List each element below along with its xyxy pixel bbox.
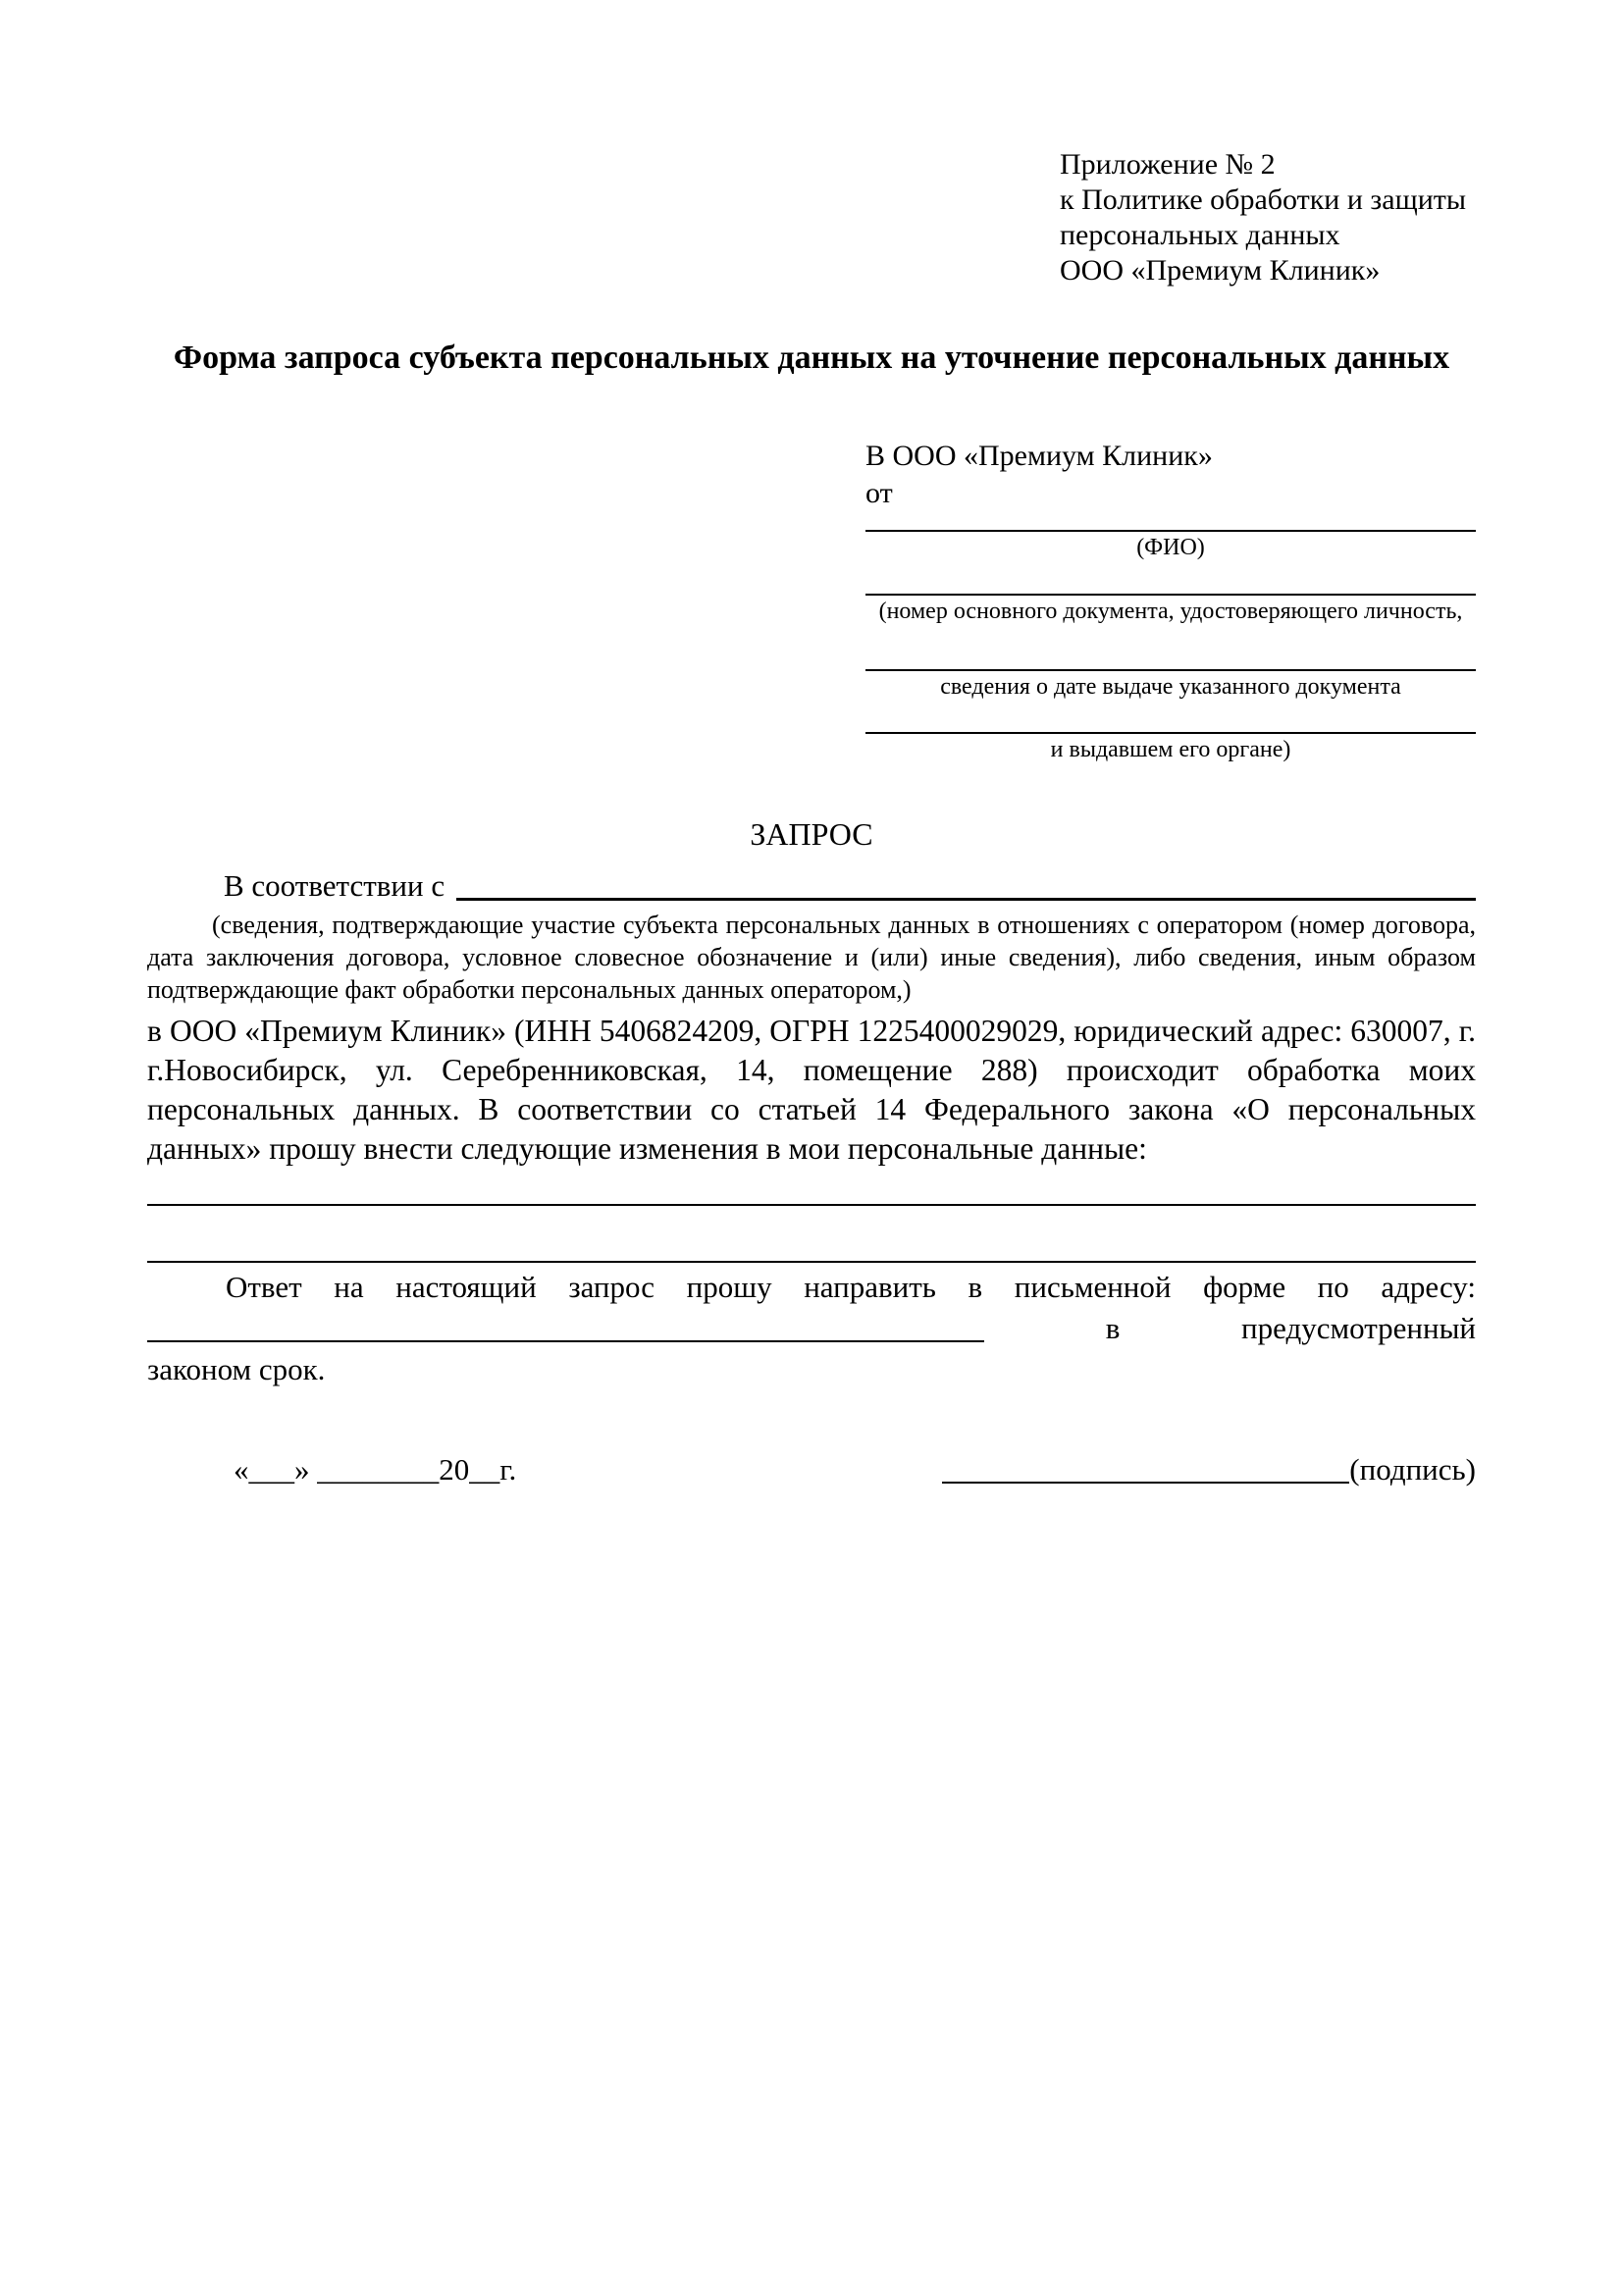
- signature-row: [147, 1449, 1476, 1490]
- reply-word-1: в: [1105, 1311, 1121, 1345]
- issuing-authority-blank-line: [865, 701, 1476, 734]
- reply-line-2: [147, 1308, 1476, 1349]
- appendix-header: [1060, 147, 1476, 288]
- document-number-caption: (номер основного документа, удостоверяющего личность,: [878, 599, 1463, 624]
- intro-row: [147, 865, 1476, 907]
- request-body: в ООО «Премиум Клиник» (ИНН 5406824209, ОГРН 1225400029029, юридический адрес: 630007, г. г.Новосибирск, ул. Серебренниковская, 14, помещение 288) происходит обработка моих персональных данных. В соответствии со статьей 14 Федерального закона «О персональных данных» прошу внести следующие изменения в мои персональные данные:: [147, 1014, 1476, 1166]
- reply-line-3: законом срок.: [147, 1352, 326, 1386]
- fio-caption: (ФИО): [1136, 535, 1205, 560]
- document-title: Форма запроса субъекта персональных данных на уточнение персональных данных: [173, 339, 1450, 376]
- document-number-blank-line: [865, 561, 1476, 596]
- appendix-line-1: Приложение № 2: [1060, 148, 1276, 181]
- signature-caption: (подпись): [1349, 1452, 1476, 1487]
- appendix-line-3: персональных данных: [1060, 219, 1340, 251]
- issue-date-caption: сведения о дате выдаче указанного документа: [940, 674, 1401, 700]
- appendix-line-2: к Политике обработки и защиты: [1060, 183, 1467, 216]
- issue-date-blank-line: [865, 625, 1476, 671]
- changes-blank-line-1: [147, 1169, 1476, 1206]
- intro-blank-line: [456, 865, 1476, 901]
- reply-line-1: Ответ на настоящий запрос прошу направить в письменной форме по адресу:: [226, 1270, 1476, 1304]
- issuing-authority-caption: и выдавшем его органе): [1050, 737, 1291, 762]
- intro-prefix: В соответствии с: [224, 868, 445, 903]
- addressee-block: [865, 438, 1476, 763]
- appendix-line-4: ООО «Премиум Клиник»: [1060, 254, 1381, 287]
- reply-word-2: предусмотренный: [1241, 1311, 1476, 1345]
- date-blank-field: «___» ________20__г.: [234, 1452, 517, 1487]
- changes-blank-line-2: [147, 1206, 1476, 1263]
- request-heading: ЗАПРОС: [750, 816, 873, 852]
- fio-blank-line: [865, 512, 1476, 532]
- address-blank-line: [147, 1340, 984, 1342]
- intro-caption: (сведения, подтверждающие участие субъекта персональных данных в отношениях с оператором (номер договора, дата заключения договора, условное словесное обозначение и (или) иные сведения), либо сведения, иным образом подтверждающие факт обработки персональных данных оператором,): [147, 911, 1476, 1004]
- signature-field: [942, 1449, 1476, 1490]
- signature-blank-line: [942, 1482, 1349, 1484]
- addressee-from: от: [865, 477, 893, 509]
- addressee-to: В ООО «Премиум Клиник»: [865, 440, 1213, 472]
